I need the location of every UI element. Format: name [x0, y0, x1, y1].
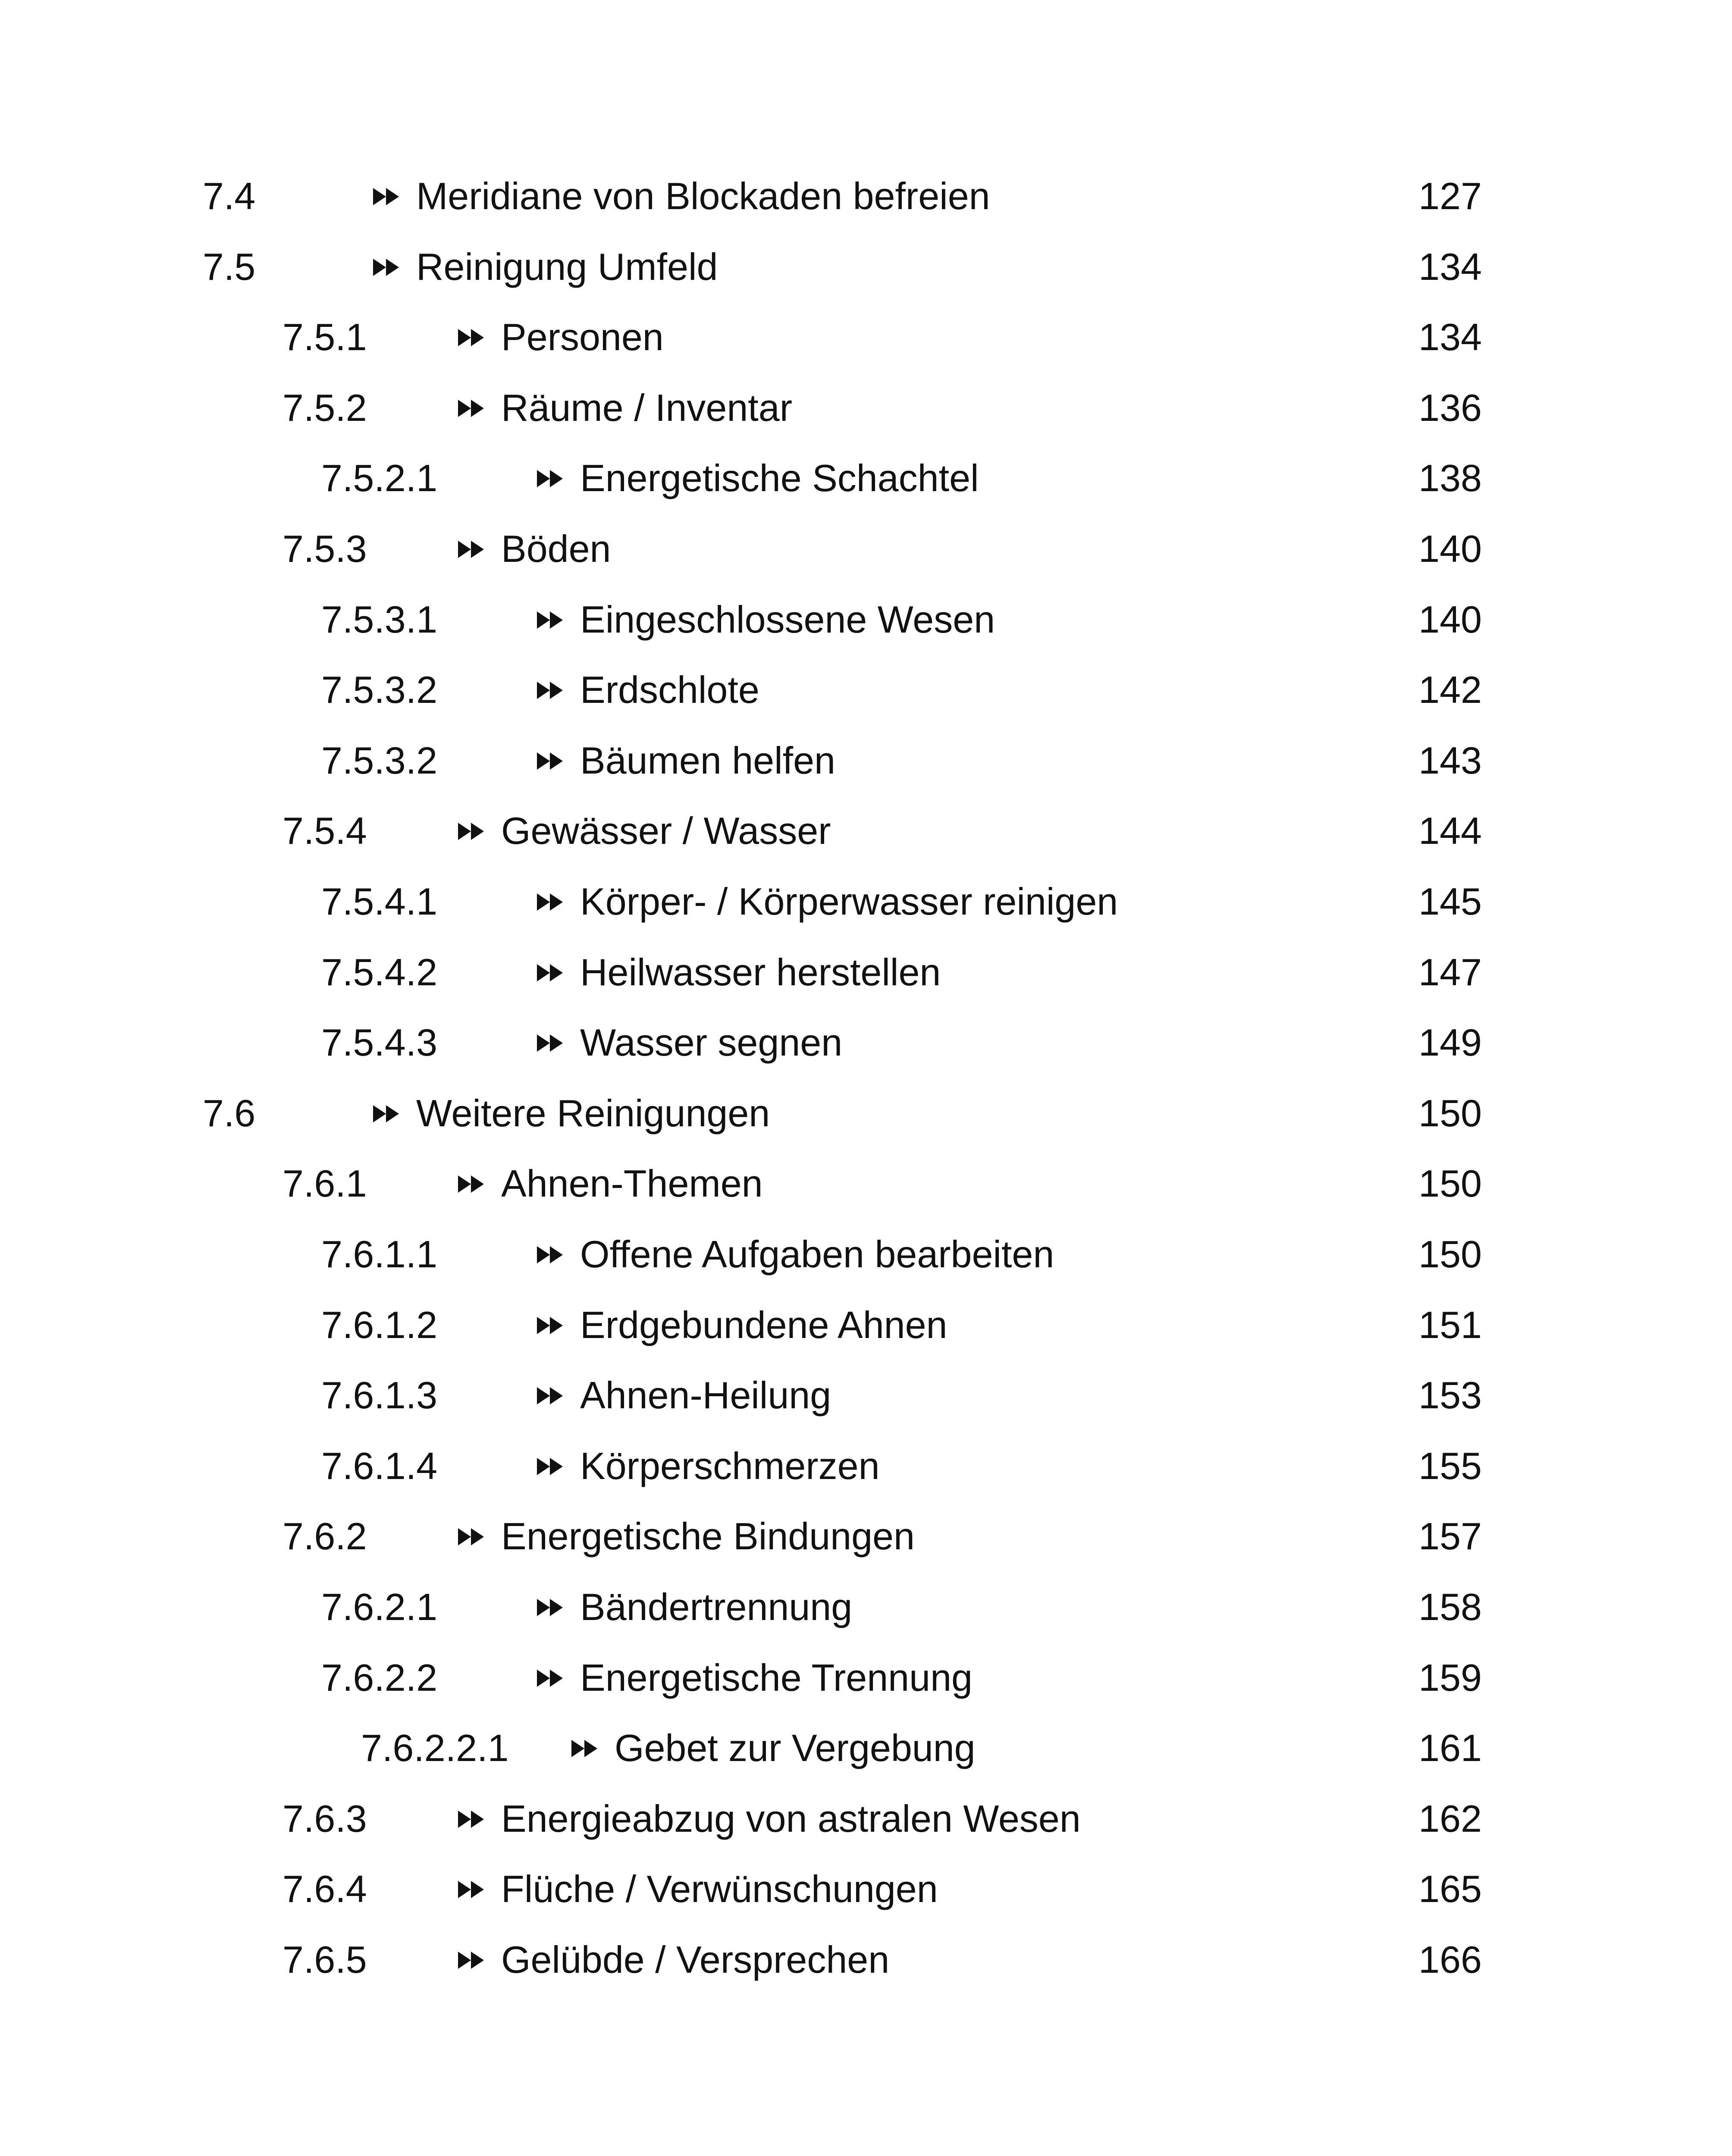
double-triangle-right-icon — [458, 1861, 485, 1898]
toc-entry-number: 7.6.1.3 — [321, 1374, 438, 1416]
toc-entry[interactable] — [0, 874, 1732, 930]
toc-entry-page-number: 143 — [1418, 739, 1482, 782]
toc-entry[interactable] — [0, 1579, 1732, 1635]
toc-entry-title: Körperschmerzen — [580, 1445, 880, 1487]
toc-entry[interactable] — [0, 450, 1732, 506]
toc-entry-page-number: 166 — [1418, 1938, 1482, 1981]
toc-entry-number: 7.6.1 — [282, 1162, 367, 1205]
toc-entry-page-number: 153 — [1418, 1374, 1482, 1416]
toc-entry-page-number: 142 — [1418, 668, 1482, 711]
toc-entry-number: 7.5.3.2 — [321, 668, 438, 711]
toc-entry-title: Bäumen helfen — [580, 739, 835, 782]
toc-entry-number: 7.6.2.2 — [321, 1656, 438, 1699]
toc-entry-number: 7.6.2.1 — [321, 1586, 438, 1628]
double-triangle-right-icon — [373, 168, 400, 205]
toc-entry-title: Räume / Inventar — [501, 386, 792, 429]
toc-entry-title: Meridiane von Blockaden befreien — [416, 175, 990, 217]
toc-entry-page-number: 136 — [1418, 386, 1482, 429]
toc-entry-page-number: 155 — [1418, 1445, 1482, 1487]
toc-entry-number: 7.6.1.1 — [321, 1233, 438, 1275]
double-triangle-right-icon — [537, 944, 564, 981]
toc-entry-page-number: 147 — [1418, 951, 1482, 993]
toc-entry-title: Körper- / Körperwasser reinigen — [580, 880, 1118, 923]
toc-entry[interactable] — [0, 168, 1732, 224]
double-triangle-right-icon — [537, 874, 564, 911]
toc-entry-title: Eingeschlossene Wesen — [580, 598, 995, 641]
double-triangle-right-icon — [537, 733, 564, 770]
toc-entry-number: 7.5.4.3 — [321, 1021, 438, 1064]
double-triangle-right-icon — [458, 803, 485, 840]
toc-entry-page-number: 134 — [1418, 245, 1482, 288]
toc-entry-number: 7.5 — [203, 245, 256, 288]
toc-entry-number: 7.6.5 — [282, 1938, 367, 1981]
double-triangle-right-icon — [537, 1579, 564, 1616]
toc-entry[interactable] — [0, 1226, 1732, 1282]
toc-entry[interactable] — [0, 1367, 1732, 1423]
toc-entry[interactable] — [0, 944, 1732, 1000]
toc-entry[interactable] — [0, 733, 1732, 789]
toc-entry-page-number: 159 — [1418, 1656, 1482, 1699]
toc-entry-title: Wasser segnen — [580, 1021, 843, 1064]
toc-entry[interactable] — [0, 1508, 1732, 1564]
double-triangle-right-icon — [458, 380, 485, 417]
double-triangle-right-icon — [537, 450, 564, 487]
double-triangle-right-icon — [373, 1085, 400, 1122]
toc-entry-page-number: 150 — [1418, 1233, 1482, 1275]
toc-entry[interactable] — [0, 309, 1732, 365]
toc-entry-title: Ahnen-Themen — [501, 1162, 763, 1205]
double-triangle-right-icon — [537, 1650, 564, 1687]
double-triangle-right-icon — [537, 1438, 564, 1475]
double-triangle-right-icon — [458, 309, 485, 346]
double-triangle-right-icon — [458, 1932, 485, 1969]
toc-entry-title: Flüche / Verwünschungen — [501, 1868, 938, 1910]
toc-entry-page-number: 144 — [1418, 809, 1482, 852]
toc-entry-page-number: 145 — [1418, 880, 1482, 923]
toc-entry-number: 7.6 — [203, 1092, 256, 1134]
toc-entry[interactable] — [0, 521, 1732, 577]
toc-entry-number: 7.5.2 — [282, 386, 367, 429]
toc-entry-page-number: 158 — [1418, 1586, 1482, 1628]
toc-entry-number: 7.5.4.2 — [321, 951, 438, 993]
toc-entry[interactable] — [0, 1861, 1732, 1917]
toc-entry-number: 7.5.3.1 — [321, 598, 438, 641]
toc-entry[interactable] — [0, 592, 1732, 648]
toc-entry-number: 7.5.1 — [282, 316, 367, 358]
double-triangle-right-icon — [537, 1015, 564, 1052]
toc-entry-number: 7.5.2.1 — [321, 457, 438, 499]
toc-entry-page-number: 162 — [1418, 1797, 1482, 1840]
toc-entry-number: 7.5.3.2 — [321, 739, 438, 782]
toc-entry-title: Gewässer / Wasser — [501, 809, 831, 852]
toc-entry-title: Energetische Bindungen — [501, 1515, 915, 1557]
toc-entry[interactable] — [0, 1156, 1732, 1212]
double-triangle-right-icon — [537, 1297, 564, 1334]
toc-entry-page-number: 127 — [1418, 175, 1482, 217]
toc-entry-page-number: 151 — [1418, 1304, 1482, 1346]
toc-entry-title: Weitere Reinigungen — [416, 1092, 770, 1134]
double-triangle-right-icon — [537, 592, 564, 629]
toc-entry-page-number: 140 — [1418, 527, 1482, 570]
toc-entry[interactable] — [0, 803, 1732, 859]
toc-entry-title: Gebet zur Vergebung — [615, 1727, 976, 1769]
double-triangle-right-icon — [458, 1508, 485, 1545]
toc-entry-number: 7.6.2 — [282, 1515, 367, 1557]
toc-entry-title: Erdgebundene Ahnen — [580, 1304, 948, 1346]
toc-entry-number: 7.6.3 — [282, 1797, 367, 1840]
toc-entry[interactable] — [0, 380, 1732, 436]
toc-entry-page-number: 134 — [1418, 316, 1482, 358]
toc-entry-title: Personen — [501, 316, 664, 358]
toc-entry-page-number: 150 — [1418, 1092, 1482, 1134]
toc-entry[interactable] — [0, 239, 1732, 295]
double-triangle-right-icon — [458, 1791, 485, 1828]
toc-entry-title: Reinigung Umfeld — [416, 245, 718, 288]
double-triangle-right-icon — [537, 662, 564, 699]
toc-entry-number: 7.6.1.4 — [321, 1445, 438, 1487]
toc-entry-number: 7.6.4 — [282, 1868, 367, 1910]
toc-entry-number: 7.5.4 — [282, 809, 367, 852]
toc-entry[interactable] — [0, 1720, 1732, 1776]
toc-entry-page-number: 138 — [1418, 457, 1482, 499]
toc-entry-page-number: 161 — [1418, 1727, 1482, 1769]
toc-entry-number: 7.6.2.2.1 — [361, 1727, 509, 1769]
double-triangle-right-icon — [537, 1367, 564, 1404]
toc-entry[interactable] — [0, 1650, 1732, 1706]
toc-entry[interactable] — [0, 1297, 1732, 1353]
toc-entry-title: Offene Aufgaben bearbeiten — [580, 1233, 1054, 1275]
double-triangle-right-icon — [458, 521, 485, 558]
toc-entry[interactable] — [0, 1085, 1732, 1141]
toc-entry-title: Heilwasser herstellen — [580, 951, 941, 993]
toc-entry-title: Energetische Schachtel — [580, 457, 979, 499]
toc-entry-page-number: 149 — [1418, 1021, 1482, 1064]
toc-entry-title: Erdschlote — [580, 668, 759, 711]
toc-entry-title: Energieabzug von astralen Wesen — [501, 1797, 1081, 1840]
toc-entry-number: 7.6.1.2 — [321, 1304, 438, 1346]
toc-entry-page-number: 157 — [1418, 1515, 1482, 1557]
toc-entry[interactable] — [0, 1015, 1732, 1071]
toc-entry[interactable] — [0, 1791, 1732, 1847]
toc-entry-number: 7.5.3 — [282, 527, 367, 570]
double-triangle-right-icon — [458, 1156, 485, 1193]
toc-entry[interactable] — [0, 1932, 1732, 1988]
toc-entry[interactable] — [0, 662, 1732, 718]
toc-entry-page-number: 165 — [1418, 1868, 1482, 1910]
toc-entry-title: Böden — [501, 527, 611, 570]
double-triangle-right-icon — [373, 239, 400, 276]
toc-entry-title: Energetische Trennung — [580, 1656, 973, 1699]
toc-entry-title: Gelübde / Versprechen — [501, 1938, 890, 1981]
toc-entry-title: Ahnen-Heilung — [580, 1374, 831, 1416]
toc-entry-page-number: 150 — [1418, 1162, 1482, 1205]
toc-entry-page-number: 140 — [1418, 598, 1482, 641]
toc-entry-title: Bändertrennung — [580, 1586, 853, 1628]
toc-entry[interactable] — [0, 1438, 1732, 1494]
double-triangle-right-icon — [537, 1226, 564, 1263]
double-triangle-right-icon — [571, 1720, 598, 1757]
toc-entry-number: 7.4 — [203, 175, 256, 217]
toc-entry-number: 7.5.4.1 — [321, 880, 438, 923]
